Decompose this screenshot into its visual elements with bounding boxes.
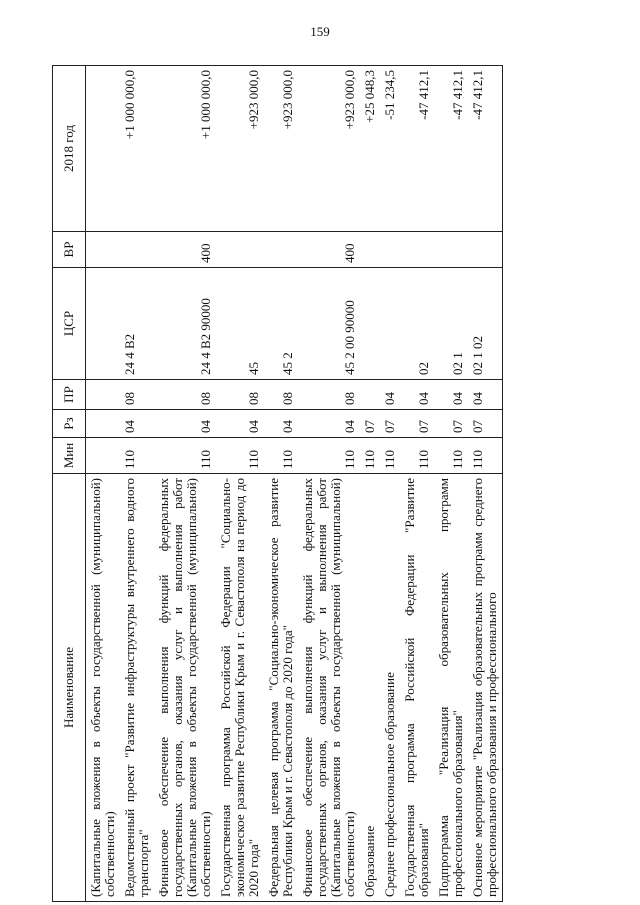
cell-vr bbox=[120, 232, 154, 268]
cell-vr bbox=[468, 232, 503, 268]
cell-csr: 02 1 bbox=[434, 268, 468, 380]
table-row bbox=[154, 66, 216, 902]
cell-name: Ведомственный проект "Развитие инфраструктуры внутреннего водного транспорта" bbox=[120, 474, 154, 902]
cell-csr bbox=[86, 268, 121, 380]
cell-rz: 07 bbox=[468, 410, 503, 438]
cell-amount: +923 000,0 bbox=[216, 66, 264, 232]
cell-pr: 04 bbox=[468, 380, 503, 410]
cell-vr bbox=[360, 232, 380, 268]
page-number: 159 bbox=[310, 24, 330, 39]
cell-amount: -47 412,1 bbox=[434, 66, 468, 232]
cell-rz: 04 bbox=[264, 410, 298, 438]
cell-vr bbox=[380, 232, 400, 268]
cell-csr: 45 2 bbox=[264, 268, 298, 380]
cell-pr: 08 bbox=[154, 380, 216, 410]
cell-name: Государственная программа Российской Федерации "Социально-экономическое развитие Республики Крым и г. Севастополя на период до 2020 года" bbox=[216, 474, 264, 902]
cell-pr: 08 bbox=[298, 380, 360, 410]
cell-amount: +1 000 000,0 bbox=[154, 66, 216, 232]
cell-vr bbox=[400, 232, 434, 268]
rotated-table-container bbox=[52, 66, 588, 902]
header-year: 2018 год bbox=[53, 66, 86, 232]
cell-amount: +25 048,3 bbox=[360, 66, 380, 232]
cell-pr bbox=[360, 380, 380, 410]
cell-pr: 04 bbox=[434, 380, 468, 410]
cell-csr: 24 4 В2 90000 bbox=[154, 268, 216, 380]
table-row bbox=[468, 66, 503, 902]
cell-name: Основное мероприятие "Реализация образовательных программ среднего профессионального образования и профессионального bbox=[468, 474, 503, 902]
cell-name: Федеральная целевая программа "Социально-экономическое развитие Республики Крым и г. Севастополя до 2020 года" bbox=[264, 474, 298, 902]
cell-rz: 07 bbox=[360, 410, 380, 438]
table-header-row bbox=[53, 66, 86, 902]
table-row bbox=[298, 66, 360, 902]
cell-vr bbox=[86, 232, 121, 268]
cell-rz bbox=[86, 410, 121, 438]
table-row bbox=[434, 66, 468, 902]
cell-name: Финансовое обеспечение выполнения функций федеральных государственных органов, оказания услуг и выполнения работ (Капитальные вложения в объекты государственной (муниципальной) собственности) bbox=[298, 474, 360, 902]
budget-table bbox=[52, 65, 503, 902]
cell-amount: -51 234,5 bbox=[380, 66, 400, 232]
table-row bbox=[400, 66, 434, 902]
cell-vr: 400 bbox=[154, 232, 216, 268]
cell-csr: 45 2 00 90000 bbox=[298, 268, 360, 380]
table-row bbox=[216, 66, 264, 902]
cell-min: 110 bbox=[298, 438, 360, 474]
table-row bbox=[360, 66, 380, 902]
cell-csr: 45 bbox=[216, 268, 264, 380]
cell-amount: +1 000 000,0 bbox=[120, 66, 154, 232]
cell-rz: 07 bbox=[434, 410, 468, 438]
cell-vr: 400 bbox=[298, 232, 360, 268]
cell-csr bbox=[360, 268, 380, 380]
header-rz: Рз bbox=[53, 410, 86, 438]
cell-pr: 04 bbox=[400, 380, 434, 410]
cell-csr: 02 bbox=[400, 268, 434, 380]
cell-pr: 08 bbox=[216, 380, 264, 410]
cell-min: 110 bbox=[154, 438, 216, 474]
cell-amount: -47 412,1 bbox=[400, 66, 434, 232]
table-row bbox=[380, 66, 400, 902]
cell-name: (Капитальные вложения в объекты государственной (муниципальной) собственности) bbox=[86, 474, 121, 902]
cell-name: Подпрограмма "Реализация образовательных программ профессионального образования" bbox=[434, 474, 468, 902]
table-row bbox=[120, 66, 154, 902]
header-name: Наименование bbox=[53, 474, 86, 902]
cell-pr: 04 bbox=[380, 380, 400, 410]
cell-rz: 04 bbox=[216, 410, 264, 438]
cell-rz: 07 bbox=[400, 410, 434, 438]
cell-min: 110 bbox=[400, 438, 434, 474]
cell-amount: +923 000,0 bbox=[298, 66, 360, 232]
cell-name: Государственная программа Российской Федерации "Развитие образования" bbox=[400, 474, 434, 902]
cell-rz: 04 bbox=[120, 410, 154, 438]
cell-min: 110 bbox=[264, 438, 298, 474]
cell-name: Среднее профессиональное образование bbox=[380, 474, 400, 902]
cell-pr: 08 bbox=[120, 380, 154, 410]
header-csr: ЦСР bbox=[53, 268, 86, 380]
cell-vr bbox=[434, 232, 468, 268]
cell-csr bbox=[380, 268, 400, 380]
cell-min: 110 bbox=[360, 438, 380, 474]
cell-vr bbox=[216, 232, 264, 268]
cell-min: 110 bbox=[468, 438, 503, 474]
cell-rz: 04 bbox=[154, 410, 216, 438]
header-pr: ПР bbox=[53, 380, 86, 410]
cell-rz: 07 bbox=[380, 410, 400, 438]
cell-pr: 08 bbox=[264, 380, 298, 410]
cell-min: 110 bbox=[216, 438, 264, 474]
table-row bbox=[86, 66, 121, 902]
cell-min: 110 bbox=[380, 438, 400, 474]
cell-vr bbox=[264, 232, 298, 268]
cell-amount: +923 000,0 bbox=[264, 66, 298, 232]
cell-pr bbox=[86, 380, 121, 410]
table-row bbox=[264, 66, 298, 902]
cell-name: Образование bbox=[360, 474, 380, 902]
header-min: Мин bbox=[53, 438, 86, 474]
cell-min: 110 bbox=[120, 438, 154, 474]
cell-amount: -47 412,1 bbox=[468, 66, 503, 232]
header-vr: ВР bbox=[53, 232, 86, 268]
cell-name: Финансовое обеспечение выполнения функций федеральных государственных органов, оказания услуг и выполнения работ (Капитальные вложения в объекты государственной (муниципальной) собственности) bbox=[154, 474, 216, 902]
cell-rz: 04 bbox=[298, 410, 360, 438]
cell-min: 110 bbox=[434, 438, 468, 474]
cell-amount bbox=[86, 66, 121, 232]
cell-csr: 02 1 02 bbox=[468, 268, 503, 380]
cell-csr: 24 4 В2 bbox=[120, 268, 154, 380]
cell-min bbox=[86, 438, 121, 474]
